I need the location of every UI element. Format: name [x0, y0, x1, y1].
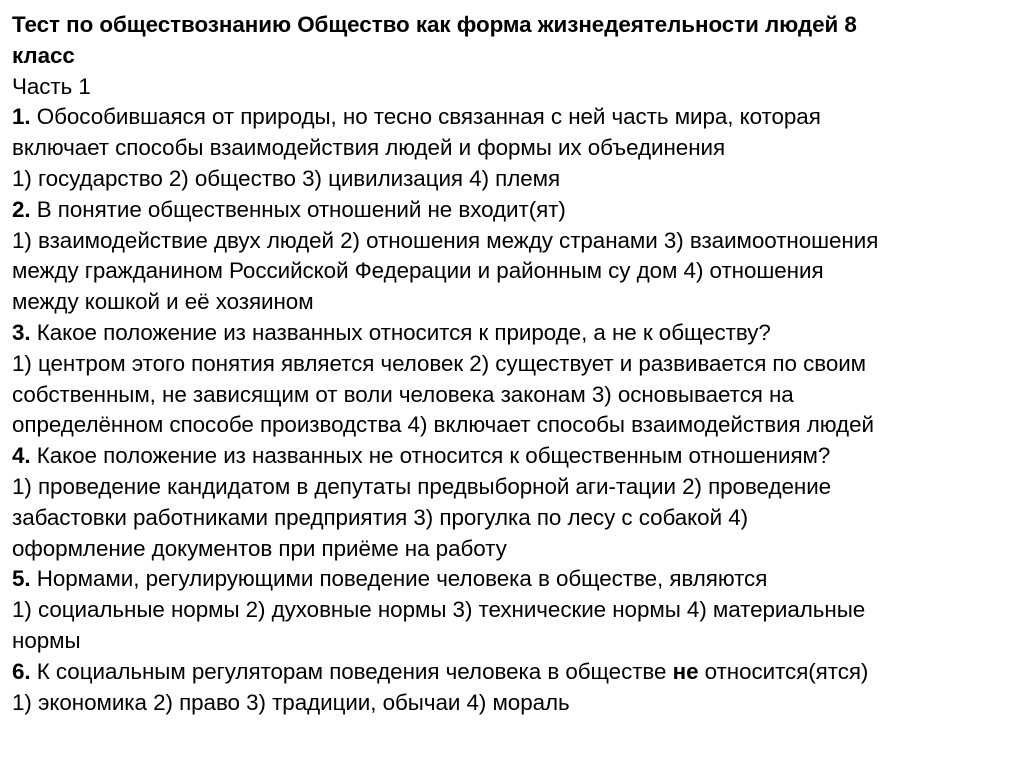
question-4-options-line-1: 1) проведение кандидатом в депутаты предвыборной аги-тации 2) проведение: [12, 473, 832, 499]
question-5-number: 5.: [12, 566, 31, 592]
question-2-text-line-1: 2. В понятие общественных отношений не входит(ят): [12, 196, 566, 222]
part-heading: Часть 1: [12, 73, 91, 99]
question-1: [12, 102, 1016, 194]
question-6-text-line-1: 6. К социальным регуляторам поведения человека в обществе не относится(ятся): [12, 658, 869, 684]
question-4-number: 4.: [12, 443, 31, 469]
test-document: [12, 10, 1016, 718]
question-6-emphasis: не: [672, 658, 699, 684]
question-1-text-line-2: включает способы взаимодействия людей и формы их объединения: [12, 135, 726, 161]
question-2-number: 2.: [12, 196, 31, 222]
question-6-options-line-1: 1) экономика 2) право 3) традиции, обычаи 4) мораль: [12, 689, 570, 715]
question-3-options-line-3: определённом способе производства 4) включает способы взаимодействия людей: [12, 412, 874, 438]
question-1-number: 1.: [12, 104, 31, 130]
question-2: [12, 195, 1016, 318]
question-6: [12, 657, 1016, 719]
question-5-options-line-1: 1) социальные нормы 2) духовные нормы 3) технические нормы 4) материальные: [12, 597, 866, 623]
question-5-options-line-2: нормы: [12, 627, 81, 653]
question-1-text-line-1: 1. Обособившаяся от природы, но тесно связанная с ней часть мира, которая: [12, 104, 821, 130]
question-4-options-line-2: забастовки работниками предприятия 3) прогулка по лесу с собакой 4): [12, 504, 749, 530]
question-3-text-line-1: 3. Какое положение из названных относится к природе, а не к обществу?: [12, 319, 771, 345]
question-6-number: 6.: [12, 658, 31, 684]
question-4: [12, 441, 1016, 564]
question-3-options-line-1: 1) центром этого понятия является человек 2) существует и развивается по своим: [12, 350, 867, 376]
question-4-options-line-3: оформление документов при приёме на работу: [12, 535, 507, 561]
question-1-options-line-1: 1) государство 2) общество 3) цивилизация 4) племя: [12, 165, 561, 191]
question-4-text-line-1: 4. Какое положение из названных не относится к общественным отношениям?: [12, 443, 831, 469]
question-3-number: 3.: [12, 319, 31, 345]
question-5: [12, 564, 1016, 656]
document-title-line-2: класс: [12, 42, 75, 68]
question-3-options-line-2: собственным, не зависящим от воли человека законам 3) основывается на: [12, 381, 794, 407]
question-5-text-line-1: 5. Нормами, регулирующими поведение человека в обществе, являются: [12, 566, 768, 592]
question-3: [12, 318, 1016, 441]
document-title-line-1: Тест по обществознанию Общество как форма жизнедеятельности людей 8: [12, 12, 857, 37]
question-2-options-line-3: между кошкой и её хозяином: [12, 289, 314, 315]
question-2-options-line-1: 1) взаимодействие двух людей 2) отношения между странами 3) взаимоотношения: [12, 227, 879, 253]
question-2-options-line-2: между гражданином Российской Федерации и районным су дом 4) отношения: [12, 258, 824, 284]
